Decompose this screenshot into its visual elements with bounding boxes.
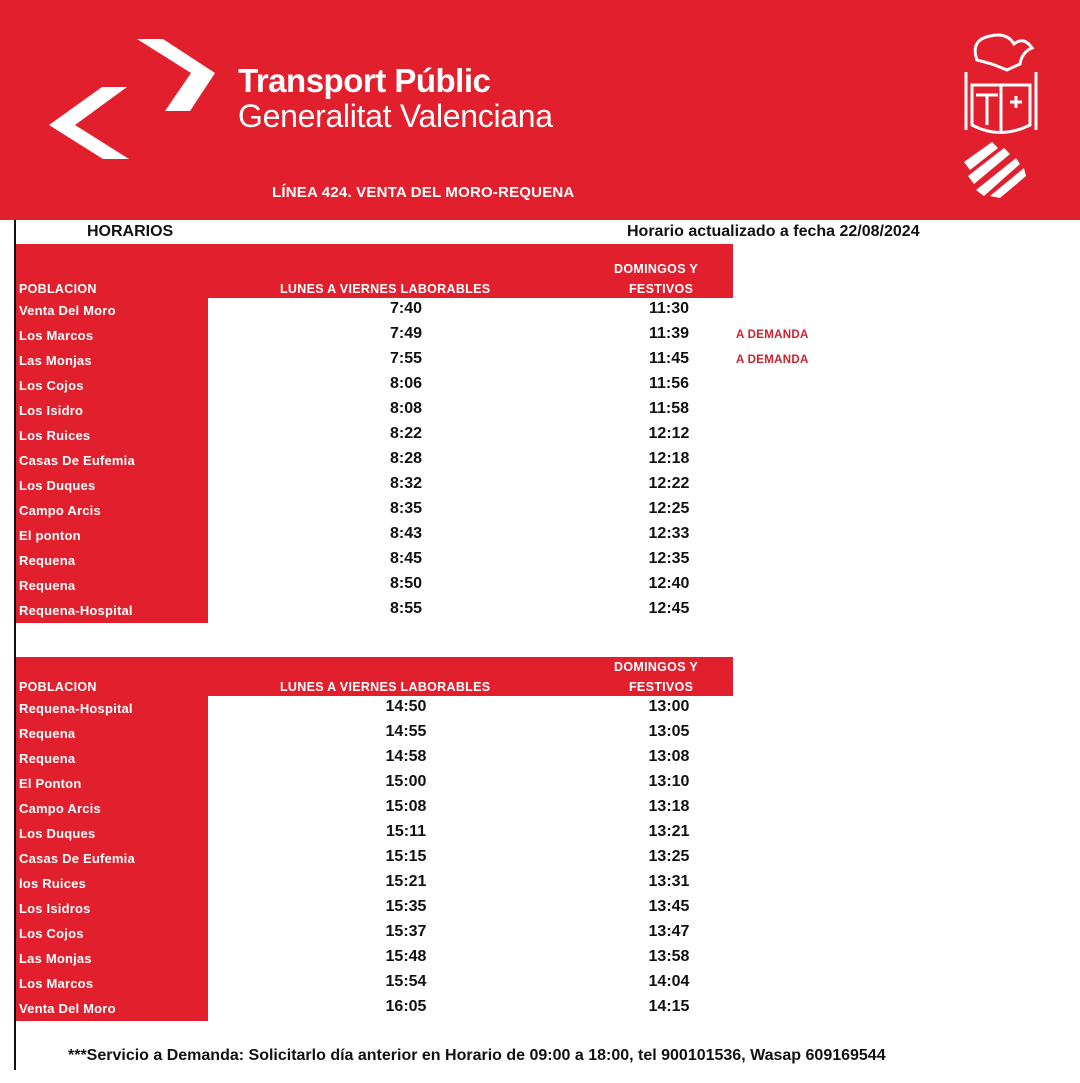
weekday-time: 8:43	[389, 525, 423, 542]
weekday-time: 7:55	[389, 350, 423, 367]
weekday-time: 16:05	[385, 998, 427, 1015]
table-row	[16, 971, 1016, 996]
sunday-time: 13:47	[648, 923, 690, 940]
weekday-time: 8:08	[389, 400, 423, 417]
updated-date-label: Horario actualizado a fecha 22/08/2024	[627, 223, 920, 240]
table-row	[16, 373, 1016, 398]
stop-name: Venta Del Moro	[19, 303, 116, 318]
sunday-time: 12:22	[648, 475, 690, 492]
table-row	[16, 298, 1016, 323]
table-row	[16, 821, 1016, 846]
table-row	[16, 996, 1016, 1021]
table-row	[16, 348, 1016, 373]
weekday-time: 8:28	[389, 450, 423, 467]
sunday-time: 13:58	[648, 948, 690, 965]
table-row	[16, 423, 1016, 448]
weekday-time: 15:48	[385, 948, 427, 965]
sunday-time: 13:31	[648, 873, 690, 890]
stop-name: El Ponton	[19, 776, 82, 791]
sunday-time: 14:15	[648, 998, 690, 1015]
table-row	[16, 846, 1016, 871]
table-row	[16, 573, 1016, 598]
table-row	[16, 871, 1016, 896]
double-chevron-arrows-icon	[45, 35, 220, 163]
stop-name: Los Marcos	[19, 976, 94, 991]
brand-title: Transport Públic	[238, 62, 491, 99]
on-demand-note: A DEMANDA	[736, 354, 809, 366]
sunday-time: 13:18	[648, 798, 690, 815]
weekday-time: 8:50	[389, 575, 423, 592]
stop-name: Los Duques	[19, 826, 96, 841]
table-row	[16, 946, 1016, 971]
sunday-time: 12:45	[648, 600, 690, 617]
weekday-time: 15:35	[385, 898, 427, 915]
stop-name: Las Monjas	[19, 353, 92, 368]
weekday-time: 14:58	[385, 748, 427, 765]
sunday-time: 13:25	[648, 848, 690, 865]
horarios-label: HORARIOS	[87, 223, 174, 240]
weekday-time: 15:08	[385, 798, 427, 815]
weekday-time: 8:55	[389, 600, 423, 617]
stop-name: Los Marcos	[19, 328, 94, 343]
header-sunday-line2: FESTIVOS	[629, 680, 694, 694]
weekday-time: 15:11	[385, 823, 427, 840]
weekday-time: 8:35	[389, 500, 423, 517]
stop-name: Casas De Eufemia	[19, 851, 135, 866]
weekday-time: 14:50	[385, 698, 427, 715]
stop-name: Requena-Hospital	[19, 701, 133, 716]
sunday-time: 11:30	[648, 300, 690, 317]
sunday-time: 14:04	[648, 973, 690, 990]
stop-name: Requena-Hospital	[19, 603, 133, 618]
weekday-time: 14:55	[385, 723, 427, 740]
table-row	[16, 448, 1016, 473]
sunday-time: 13:08	[648, 748, 690, 765]
table-row	[16, 498, 1016, 523]
footer-service-note: ***Servicio a Demanda: Solicitarlo día anterior en Horario de 09:00 a 18:00, tel 900101536, Wasap 609169544	[68, 1047, 886, 1064]
weekday-time: 8:45	[389, 550, 423, 567]
table-row	[16, 398, 1016, 423]
generalitat-coat-of-arms-icon	[952, 30, 1042, 198]
header-sunday-line2: FESTIVOS	[629, 282, 694, 296]
sunday-time: 11:56	[648, 375, 690, 392]
weekday-time: 15:00	[385, 773, 427, 790]
sunday-time: 13:10	[648, 773, 690, 790]
stop-name: Los Ruices	[19, 428, 91, 443]
stop-name: Los Isidros	[19, 901, 91, 916]
stop-name: Campo Arcis	[19, 801, 101, 816]
stop-name: Casas De Eufemia	[19, 453, 135, 468]
weekday-time: 15:54	[385, 973, 427, 990]
table-row	[16, 696, 1016, 721]
table-row	[16, 548, 1016, 573]
line-title: LÍNEA 424. VENTA DEL MORO-REQUENA	[272, 184, 575, 201]
on-demand-note: A DEMANDA	[736, 329, 809, 341]
table-row	[16, 921, 1016, 946]
stop-name: Requena	[19, 751, 76, 766]
sunday-time: 12:40	[648, 575, 690, 592]
table-row	[16, 771, 1016, 796]
table-row	[16, 523, 1016, 548]
table-row	[16, 796, 1016, 821]
sunday-time: 11:39	[648, 325, 690, 342]
stop-name: Venta Del Moro	[19, 1001, 116, 1016]
sunday-time: 13:05	[648, 723, 690, 740]
header-weekday: LUNES A VIERNES LABORABLES	[280, 680, 491, 694]
weekday-time: 8:22	[389, 425, 423, 442]
stop-name: Campo Arcis	[19, 503, 101, 518]
stop-name: Requena	[19, 578, 76, 593]
header-weekday: LUNES A VIERNES LABORABLES	[280, 282, 491, 296]
table-row	[16, 896, 1016, 921]
header-poblacion: POBLACION	[19, 282, 97, 296]
sunday-time: 11:58	[648, 400, 690, 417]
table-row	[16, 473, 1016, 498]
header-sunday-line1: DOMINGOS Y	[614, 262, 699, 276]
sunday-time: 12:33	[648, 525, 690, 542]
stop-name: Los Cojos	[19, 378, 84, 393]
weekday-time: 8:06	[389, 375, 423, 392]
weekday-time: 15:21	[385, 873, 427, 890]
sunday-time: 13:00	[648, 698, 690, 715]
weekday-time: 8:32	[389, 475, 423, 492]
stop-name: los Ruices	[19, 876, 87, 891]
sunday-time: 12:35	[648, 550, 690, 567]
stop-name: Los Cojos	[19, 926, 84, 941]
sunday-time: 12:25	[648, 500, 690, 517]
sunday-time: 12:18	[648, 450, 690, 467]
sunday-time: 11:45	[648, 350, 690, 367]
stop-name: Requena	[19, 726, 76, 741]
table-row	[16, 598, 1016, 623]
stop-name: Las Monjas	[19, 951, 92, 966]
stop-name: Requena	[19, 553, 76, 568]
sunday-time: 13:45	[648, 898, 690, 915]
sunday-time: 13:21	[648, 823, 690, 840]
sunday-time: 12:12	[648, 425, 690, 442]
header-poblacion: POBLACION	[19, 680, 97, 694]
brand-subtitle: Generalitat Valenciana	[238, 98, 553, 134]
weekday-time: 7:49	[389, 325, 423, 342]
header-banner	[0, 0, 1080, 220]
stop-name: Los Duques	[19, 478, 96, 493]
table-row	[16, 746, 1016, 771]
stop-name: Los Isidro	[19, 403, 84, 418]
table-row	[16, 323, 1016, 348]
weekday-time: 7:40	[389, 300, 423, 317]
header-sunday-line1: DOMINGOS Y	[614, 660, 699, 674]
table-row	[16, 721, 1016, 746]
weekday-time: 15:15	[385, 848, 427, 865]
weekday-time: 15:37	[385, 923, 427, 940]
stop-name: El ponton	[19, 528, 81, 543]
